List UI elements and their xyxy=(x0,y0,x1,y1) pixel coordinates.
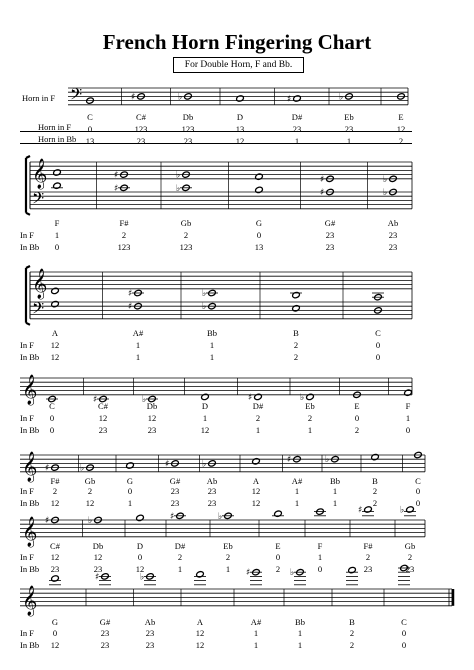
fingering-bb: 23 xyxy=(363,564,373,574)
fingering-f: 2 xyxy=(255,413,261,423)
sharp-icon: ♯ xyxy=(114,170,119,181)
fingering-bb: 1 xyxy=(255,425,261,435)
sharp-icon: ♯ xyxy=(246,568,251,579)
flat-icon: ♭ xyxy=(300,392,305,403)
row-label-bb: In Bb xyxy=(20,425,40,435)
treble-staff xyxy=(30,268,412,300)
system-bracket xyxy=(26,156,30,215)
fingering-bb: 23 xyxy=(100,640,110,650)
whole-note xyxy=(202,289,218,299)
fingering-bb: 23 xyxy=(147,425,157,435)
note-name: C# xyxy=(50,541,60,551)
fingering-bb: 1 xyxy=(177,564,183,574)
fingering-f: 2 xyxy=(372,486,378,496)
note-name: D xyxy=(136,541,144,551)
fingering-bb: 23 xyxy=(405,564,415,574)
fingering-bb: 23 xyxy=(136,136,146,146)
note-name: Gb xyxy=(84,476,96,486)
whole-note xyxy=(290,291,302,298)
row-label-f: In F xyxy=(20,340,34,350)
fingering-bb: 1 xyxy=(332,498,338,508)
sharp-icon: ♯ xyxy=(93,395,98,405)
note-name: E xyxy=(398,112,404,122)
note-name: E xyxy=(275,541,281,551)
row-label-bb: In Bb xyxy=(20,352,40,362)
flat-icon: ♭ xyxy=(176,170,181,181)
flat-icon: ♭ xyxy=(140,572,145,583)
bass-clef-icon: 𝄢 xyxy=(32,189,45,212)
flat-icon: ♭ xyxy=(202,459,207,470)
fingering-bb: 1 xyxy=(307,425,313,435)
note-name: Eb xyxy=(223,541,233,551)
note-name: G# xyxy=(324,218,336,228)
flat-icon: ♭ xyxy=(80,463,85,474)
note-name: Ab xyxy=(387,218,399,228)
note-name: F xyxy=(317,541,323,551)
note-name: A# xyxy=(250,617,262,627)
note-name: A xyxy=(51,328,59,338)
flat-icon: ♭ xyxy=(176,183,181,194)
fingering-f: 1 xyxy=(209,340,215,350)
fingering-f: 12 xyxy=(50,340,60,350)
fingering-bb: 12 xyxy=(50,640,60,650)
fingering-f: 123 xyxy=(181,124,195,134)
sharp-icon: ♯ xyxy=(131,92,136,103)
sharp-icon: ♯ xyxy=(320,174,325,185)
row-label-bb: In Bb xyxy=(20,640,40,650)
fingering-bb: 12 xyxy=(50,498,60,508)
fingering-bb: 12 xyxy=(50,352,60,362)
fingering-bb: 12 xyxy=(251,498,261,508)
sharp-icon: ♯ xyxy=(114,183,119,194)
fingering-f: 1 xyxy=(317,552,323,562)
fingering-f: 23 xyxy=(207,486,217,496)
fingering-f: 23 xyxy=(170,486,180,496)
note-name: C xyxy=(401,617,407,627)
bass-staff xyxy=(30,189,412,211)
fingering-f: 23 xyxy=(388,230,398,240)
system-bracket xyxy=(26,266,30,325)
whole-note xyxy=(201,393,210,400)
fingering-f: 12 xyxy=(396,124,406,134)
flat-icon: ♭ xyxy=(400,505,405,516)
fingering-f: 1 xyxy=(135,340,141,350)
row-label-bb: In Bb xyxy=(20,564,40,574)
row-label-f: In F xyxy=(20,628,34,638)
note-name: Ab xyxy=(144,617,156,627)
sharp-icon: ♯ xyxy=(320,188,325,198)
flat-icon: ♭ xyxy=(383,188,388,198)
note-name: Bb xyxy=(207,328,217,338)
fingering-bb: 1 xyxy=(297,640,303,650)
fingering-f: 1 xyxy=(297,628,303,638)
fingering-bb: 23 xyxy=(183,136,193,146)
fingering-f: 2 xyxy=(365,552,371,562)
flat-icon: ♭ xyxy=(383,174,388,185)
fingering-bb: 0 xyxy=(375,352,381,362)
treble-staff xyxy=(20,374,412,406)
treble-staff xyxy=(20,585,452,617)
note-name: Gb xyxy=(180,218,192,228)
fingering-f: 12 xyxy=(50,552,60,562)
row-label-bb: Horn in Bb xyxy=(38,134,77,144)
note-name: D# xyxy=(291,112,303,122)
whole-note xyxy=(292,305,301,312)
page-title: French Horn Fingering Chart xyxy=(102,30,372,54)
fingering-bb: 2 xyxy=(293,352,299,362)
sharp-icon: ♯ xyxy=(287,94,292,105)
fingering-f: 2 xyxy=(307,413,313,423)
treble-clef-icon: 𝄞 xyxy=(32,158,48,189)
fingering-bb: 23 xyxy=(325,242,335,252)
fingering-f: 0 xyxy=(52,628,58,638)
fingering-f: 2 xyxy=(225,552,231,562)
sharp-icon: ♯ xyxy=(165,459,170,470)
note-name: A xyxy=(196,617,204,627)
flat-icon: ♭ xyxy=(218,511,223,522)
fingering-f: 1 xyxy=(54,230,60,240)
sharp-icon: ♯ xyxy=(95,572,100,583)
note-name: G# xyxy=(99,617,111,627)
note-name: G xyxy=(126,476,134,486)
note-name: Gb xyxy=(404,541,416,551)
whole-note xyxy=(255,186,264,193)
fingering-f: 0 xyxy=(49,413,55,423)
fingering-f: 1 xyxy=(294,486,300,496)
fingering-f: 2 xyxy=(349,628,355,638)
note-name: D# xyxy=(252,401,264,411)
note-name: C xyxy=(375,328,381,338)
bass-clef-icon: 𝄢 xyxy=(32,299,45,322)
whole-note xyxy=(51,300,60,307)
fingering-bb: 1 xyxy=(294,498,300,508)
whole-note xyxy=(236,95,245,102)
sharp-icon: ♯ xyxy=(358,505,363,516)
fingering-bb: 23 xyxy=(170,498,180,508)
flat-icon: ♭ xyxy=(88,516,93,526)
note-name: E xyxy=(354,401,360,411)
row-label-bb: In Bb xyxy=(20,242,40,252)
fingering-bb: 123 xyxy=(117,242,131,252)
fingering-f: 0 xyxy=(354,413,360,423)
note-name: C# xyxy=(98,401,108,411)
treble-clef-icon: 𝄞 xyxy=(22,451,38,482)
row-label-f: In F xyxy=(20,230,34,240)
whole-note xyxy=(255,173,264,180)
section-divider xyxy=(20,131,412,132)
fingering-bb: 0 xyxy=(317,564,323,574)
note-name: Bb xyxy=(330,476,340,486)
whole-note xyxy=(128,289,144,299)
fingering-f: 0 xyxy=(87,124,93,134)
fingering-bb: 123 xyxy=(179,242,193,252)
sharp-icon: ♯ xyxy=(45,463,50,474)
fingering-bb: 1 xyxy=(209,352,215,362)
whole-note xyxy=(383,175,397,185)
fingering-bb: 2 xyxy=(372,498,378,508)
treble-staff xyxy=(30,158,412,190)
whole-note xyxy=(51,182,63,189)
staff-system-2 xyxy=(0,158,474,242)
flat-icon: ♭ xyxy=(142,395,147,405)
note-name: G xyxy=(51,617,59,627)
note-name: A# xyxy=(132,328,144,338)
fingering-f: 2 xyxy=(121,230,127,240)
whole-note xyxy=(371,453,380,460)
staff-label-horn-in-f: Horn in F xyxy=(22,93,56,103)
row-label-f: Horn in F xyxy=(38,122,72,132)
staff-system-4 xyxy=(0,374,474,458)
sharp-icon: ♯ xyxy=(128,289,133,299)
flat-icon: ♭ xyxy=(290,568,295,579)
sharp-icon: ♯ xyxy=(128,302,133,313)
treble-clef-icon: 𝄞 xyxy=(22,585,38,616)
fingering-f: 13 xyxy=(235,124,245,134)
note-name: D xyxy=(236,112,244,122)
note-name: D xyxy=(201,401,209,411)
sharp-icon: ♯ xyxy=(45,516,50,526)
note-name: Db xyxy=(92,541,104,551)
fingering-bb: 2 xyxy=(398,136,404,146)
fingering-f: 12 xyxy=(147,413,157,423)
flat-icon: ♭ xyxy=(202,289,207,299)
fingering-f: 12 xyxy=(195,628,205,638)
fingering-bb: 0 xyxy=(405,425,411,435)
section-divider xyxy=(20,143,412,144)
note-name: B xyxy=(293,328,299,338)
flat-icon: ♭ xyxy=(202,302,207,313)
bass-staff xyxy=(30,299,412,321)
note-name: C xyxy=(87,112,93,122)
sharp-icon: ♯ xyxy=(170,511,175,522)
fingering-f: 1 xyxy=(405,413,411,423)
note-name: B xyxy=(372,476,378,486)
flat-icon: ♭ xyxy=(339,92,344,103)
fingering-f: 0 xyxy=(415,486,421,496)
treble-clef-icon: 𝄞 xyxy=(22,374,38,405)
fingering-f: 0 xyxy=(375,340,381,350)
fingering-bb: 1 xyxy=(294,136,300,146)
note-name: C# xyxy=(136,112,146,122)
fingering-f: 23 xyxy=(344,124,354,134)
bass-clef-icon: 𝄢 xyxy=(70,85,83,108)
fingering-bb: 1 xyxy=(346,136,352,146)
note-name: F# xyxy=(50,476,60,486)
note-name: C xyxy=(415,476,421,486)
fingering-bb: 1 xyxy=(225,564,231,574)
treble-clef-icon: 𝄞 xyxy=(32,268,48,299)
fingering-bb: 23 xyxy=(50,564,60,574)
fingering-f: 12 xyxy=(98,413,108,423)
sharp-icon: ♯ xyxy=(287,455,292,466)
fingering-f: 2 xyxy=(293,340,299,350)
fingering-bb: 2 xyxy=(275,564,281,574)
fingering-bb: 12 xyxy=(235,136,245,146)
flat-icon: ♭ xyxy=(178,92,183,103)
note-name: B xyxy=(349,617,355,627)
fingering-bb: 12 xyxy=(200,425,210,435)
fingering-f: 0 xyxy=(127,486,133,496)
fingering-f: 1 xyxy=(253,628,259,638)
fingering-bb: 13 xyxy=(85,136,95,146)
whole-note xyxy=(51,287,60,294)
fingering-bb: 12 xyxy=(195,640,205,650)
fingering-bb: 23 xyxy=(145,640,155,650)
fingering-bb: 2 xyxy=(354,425,360,435)
sharp-icon: ♯ xyxy=(248,392,253,403)
fingering-f: 0 xyxy=(401,628,407,638)
note-name: F xyxy=(405,401,411,411)
note-name: A xyxy=(252,476,260,486)
flat-icon: ♭ xyxy=(325,455,330,466)
fingering-f: 23 xyxy=(292,124,302,134)
note-name: F xyxy=(54,218,60,228)
row-label-f: In F xyxy=(20,552,34,562)
fingering-f: 2 xyxy=(87,486,93,496)
fingering-bb: 23 xyxy=(98,425,108,435)
fingering-f: 123 xyxy=(134,124,148,134)
fingering-f: 1 xyxy=(202,413,208,423)
fingering-f: 2 xyxy=(52,486,58,496)
fingering-f: 12 xyxy=(93,552,103,562)
note-name: G xyxy=(255,218,263,228)
note-name: Eb xyxy=(305,401,315,411)
whole-note xyxy=(126,462,135,469)
note-name: C xyxy=(49,401,55,411)
fingering-bb: 23 xyxy=(93,564,103,574)
page-subtitle-box: For Double Horn, F and Bb. xyxy=(173,57,304,73)
fingering-f: 23 xyxy=(325,230,335,240)
whole-note xyxy=(53,169,62,176)
note-name: Db xyxy=(182,112,194,122)
fingering-bb: 0 xyxy=(401,640,407,650)
fingering-bb: 23 xyxy=(207,498,217,508)
staff-system-6 xyxy=(0,505,474,600)
note-name: D# xyxy=(174,541,186,551)
fingering-f: 0 xyxy=(275,552,281,562)
row-label-f: In F xyxy=(20,413,34,423)
staff-system-3 xyxy=(0,268,474,352)
note-name: F# xyxy=(363,541,373,551)
note-name: G# xyxy=(169,476,181,486)
note-name: A# xyxy=(291,476,303,486)
note-name: Bb xyxy=(295,617,305,627)
note-name: Ab xyxy=(206,476,218,486)
fingering-f: 2 xyxy=(183,230,189,240)
fingering-f: 12 xyxy=(251,486,261,496)
whole-note xyxy=(320,175,334,185)
fingering-bb: 1 xyxy=(253,640,259,650)
fingering-bb: 23 xyxy=(388,242,398,252)
fingering-bb: 12 xyxy=(85,498,95,508)
note-name: Eb xyxy=(344,112,354,122)
row-label-f: In F xyxy=(20,486,34,496)
row-label-bb: In Bb xyxy=(20,498,40,508)
fingering-bb: 12 xyxy=(135,564,145,574)
treble-clef-icon: 𝄞 xyxy=(22,516,38,547)
whole-note xyxy=(252,458,261,465)
fingering-bb: 2 xyxy=(349,640,355,650)
fingering-f: 23 xyxy=(145,628,155,638)
fingering-bb: 0 xyxy=(415,498,421,508)
fingering-f: 2 xyxy=(407,552,413,562)
whole-note xyxy=(404,389,413,396)
fingering-f: 23 xyxy=(100,628,110,638)
note-name: Db xyxy=(146,401,158,411)
fingering-f: 0 xyxy=(256,230,262,240)
fingering-bb: 1 xyxy=(127,498,133,508)
fingering-bb: 0 xyxy=(49,425,55,435)
fingering-f: 0 xyxy=(137,552,143,562)
fingering-bb: 13 xyxy=(254,242,264,252)
whole-note xyxy=(372,293,384,301)
fingering-f: 1 xyxy=(332,486,338,496)
fingering-f: 2 xyxy=(177,552,183,562)
fingering-bb: 1 xyxy=(135,352,141,362)
note-name: F# xyxy=(119,218,129,228)
fingering-bb: 0 xyxy=(54,242,60,252)
